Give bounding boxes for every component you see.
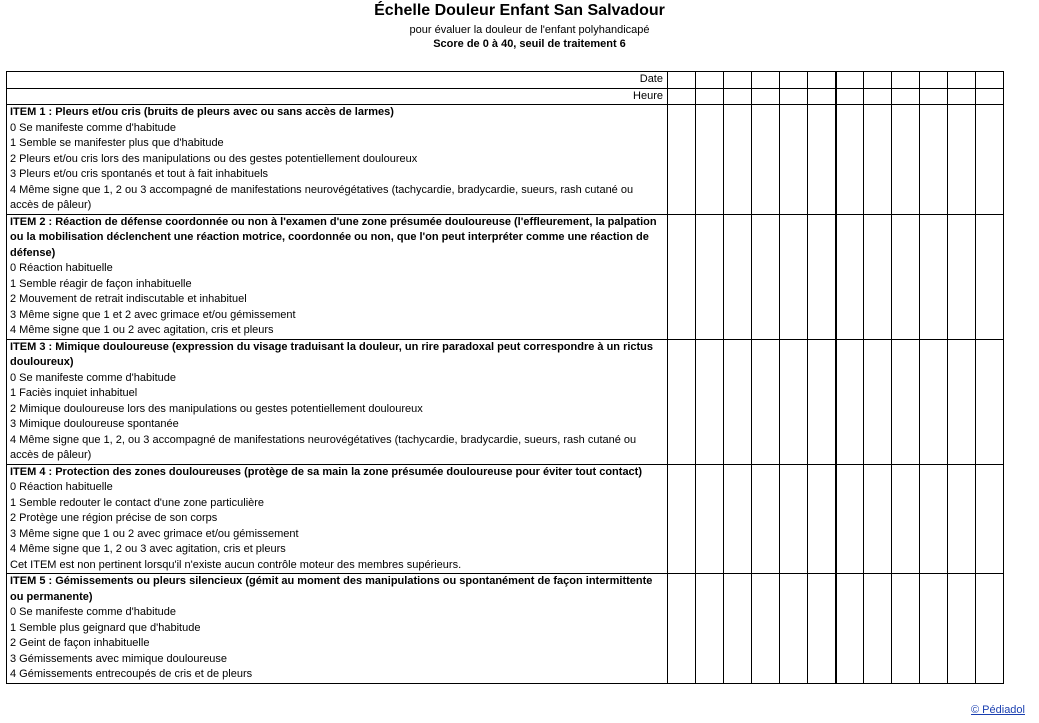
score-cell[interactable] (752, 574, 780, 684)
score-cell[interactable] (892, 574, 920, 684)
score-cell[interactable] (836, 339, 864, 464)
item-row (7, 574, 1004, 684)
item-title: ITEM 2 : Réaction de défense coordonnée ou non à l'examen d'une zone présumée douloureuse (l'effleurement, la palpation ou la mobilisation déclenchent une réaction motrice, coordonnée ou non, que l'on peut interpréter comme une réaction de défense) (10, 215, 657, 259)
score-cell[interactable] (976, 574, 1004, 684)
item-option: 4 Même signe que 1, 2 ou 3 accompagné de manifestations neurovégétatives (tachycardie, bradycardie, sueurs, rash cutané ou accès de pâleur) (10, 183, 634, 211)
item-option: 1 Semble réagir de façon inhabituelle (10, 277, 192, 290)
date-entry-cell[interactable] (836, 72, 864, 89)
item-row (7, 105, 1004, 215)
score-cell[interactable] (724, 339, 752, 464)
item-description (7, 105, 668, 215)
score-cell[interactable] (696, 464, 724, 574)
item-title: ITEM 3 : Mimique douloureuse (expression du visage traduisant la douleur, un rire paradoxal peut correspondre à un rictus douloureux) (10, 340, 654, 368)
score-cell[interactable] (948, 574, 976, 684)
date-entry-cell[interactable] (948, 72, 976, 89)
item-description (7, 464, 668, 574)
score-cell[interactable] (780, 464, 808, 574)
item-option: 3 Gémissements avec mimique douloureuse (10, 652, 228, 665)
score-cell[interactable] (696, 214, 724, 339)
item-description (7, 214, 668, 339)
score-range: Score de 0 à 40, seuil de traitement 6 (433, 38, 626, 50)
score-cell[interactable] (948, 339, 976, 464)
heure-entry-cell[interactable] (836, 88, 864, 105)
item-option: 0 Réaction habituelle (10, 481, 113, 493)
score-cell[interactable] (752, 105, 780, 215)
heure-entry-cell[interactable] (976, 88, 1004, 105)
score-cell[interactable] (864, 464, 892, 574)
score-cell[interactable] (780, 574, 808, 684)
date-entry-cell[interactable] (668, 72, 696, 89)
score-cell[interactable] (808, 464, 836, 574)
score-cell[interactable] (668, 339, 696, 464)
item-row (7, 214, 1004, 339)
score-cell[interactable] (780, 105, 808, 215)
date-entry-cell[interactable] (696, 72, 724, 89)
item-option: 1 Semble se manifester plus que d'habitude (10, 137, 224, 149)
score-cell[interactable] (920, 214, 948, 339)
item-title: ITEM 5 : Gémissements ou pleurs silencieux (gémit au moment des manipulations ou spontanément de façon intermittente ou permanente) (10, 575, 653, 603)
score-cell[interactable] (696, 339, 724, 464)
score-cell[interactable] (752, 339, 780, 464)
date-entry-cell[interactable] (892, 72, 920, 89)
date-label: Date (7, 72, 668, 89)
date-entry-cell[interactable] (780, 72, 808, 89)
score-cell[interactable] (920, 339, 948, 464)
score-cell[interactable] (836, 214, 864, 339)
item-row (7, 464, 1004, 574)
score-cell[interactable] (724, 105, 752, 215)
score-cell[interactable] (864, 214, 892, 339)
item-option: 0 Se manifeste comme d'habitude (10, 606, 176, 618)
item-option: 4 Même signe que 1 ou 2 avec agitation, cris et pleurs (10, 324, 274, 336)
score-cell[interactable] (864, 574, 892, 684)
heure-row (7, 88, 1004, 105)
heure-entry-cell[interactable] (864, 88, 892, 105)
item-description (7, 339, 668, 464)
item-option: 2 Mouvement de retrait indiscutable et inhabituel (10, 293, 247, 305)
score-cell[interactable] (976, 105, 1004, 215)
date-entry-cell[interactable] (920, 72, 948, 89)
date-entry-cell[interactable] (976, 72, 1004, 89)
score-cell[interactable] (948, 105, 976, 215)
score-cell[interactable] (920, 574, 948, 684)
item-option: Cet ITEM est non pertinent lorsqu'il n'existe aucun contrôle moteur des membres supérieurs. (10, 558, 462, 571)
score-cell[interactable] (864, 339, 892, 464)
item-option: 0 Se manifeste comme d'habitude (10, 371, 176, 384)
item-option: 3 Pleurs et/ou cris spontanés et tout à fait inhabituels (10, 168, 269, 180)
score-cell[interactable] (948, 214, 976, 339)
score-cell[interactable] (808, 339, 836, 464)
score-cell[interactable] (780, 214, 808, 339)
score-cell[interactable] (752, 464, 780, 574)
score-cell[interactable] (668, 574, 696, 684)
score-cell[interactable] (892, 339, 920, 464)
heure-entry-cell[interactable] (948, 88, 976, 105)
item-option: 2 Protège une région précise de son corps (10, 512, 218, 524)
score-cell[interactable] (892, 214, 920, 339)
heure-entry-cell[interactable] (920, 88, 948, 105)
item-option: 2 Mimique douloureuse lors des manipulations ou gestes potentiellement douloureux (10, 402, 423, 415)
score-cell[interactable] (808, 214, 836, 339)
score-cell[interactable] (976, 339, 1004, 464)
score-cell[interactable] (696, 105, 724, 215)
heure-entry-cell[interactable] (780, 88, 808, 105)
date-entry-cell[interactable] (864, 72, 892, 89)
item-option: 1 Faciès inquiet inhabituel (10, 387, 138, 399)
score-cell[interactable] (836, 574, 864, 684)
score-cell[interactable] (920, 105, 948, 215)
score-cell[interactable] (864, 105, 892, 215)
item-option: 3 Même signe que 1 et 2 avec grimace et/ou gémissement (10, 308, 296, 321)
heure-entry-cell[interactable] (696, 88, 724, 105)
score-cell[interactable] (920, 464, 948, 574)
date-entry-cell[interactable] (724, 72, 752, 89)
score-cell[interactable] (696, 574, 724, 684)
item-option: 3 Mimique douloureuse spontanée (10, 418, 179, 430)
score-cell[interactable] (668, 464, 696, 574)
score-cell[interactable] (836, 105, 864, 215)
item-option: 0 Se manifeste comme d'habitude (10, 121, 176, 134)
heure-entry-cell[interactable] (724, 88, 752, 105)
score-cell[interactable] (948, 464, 976, 574)
pain-scale-table (6, 71, 1004, 684)
date-row (7, 72, 1004, 89)
score-cell[interactable] (836, 464, 864, 574)
date-entry-cell[interactable] (808, 72, 836, 89)
score-cell[interactable] (808, 105, 836, 215)
document-subtitle: pour évaluer la douleur de l'enfant polyhandicapé (409, 24, 650, 36)
score-cell[interactable] (808, 574, 836, 684)
score-cell[interactable] (668, 105, 696, 215)
heure-entry-cell[interactable] (752, 88, 780, 105)
score-cell[interactable] (724, 574, 752, 684)
heure-entry-cell[interactable] (808, 88, 836, 105)
item-row (7, 339, 1004, 464)
credit-link[interactable]: © Pédiadol (971, 704, 1025, 716)
item-title: ITEM 1 : Pleurs et/ou cris (bruits de pleurs avec ou sans accès de larmes) (10, 106, 394, 118)
item-option: 2 Pleurs et/ou cris lors des manipulations ou des gestes potentiellement douloureux (10, 152, 418, 165)
document-title: Échelle Douleur Enfant San Salvadour (374, 2, 665, 19)
item-title: ITEM 4 : Protection des zones douloureuses (protège de sa main la zone présumée douloureuse pour éviter tout contact) (10, 465, 643, 478)
score-cell[interactable] (668, 214, 696, 339)
score-cell[interactable] (976, 464, 1004, 574)
heure-entry-cell[interactable] (892, 88, 920, 105)
score-cell[interactable] (724, 214, 752, 339)
score-cell[interactable] (976, 214, 1004, 339)
score-cell[interactable] (780, 339, 808, 464)
item-option: 1 Semble redouter le contact d'une zone particulière (10, 496, 265, 509)
item-option: 2 Geint de façon inhabituelle (10, 637, 150, 649)
score-cell[interactable] (892, 464, 920, 574)
score-cell[interactable] (752, 214, 780, 339)
item-description (7, 574, 668, 684)
item-option: 0 Réaction habituelle (10, 262, 113, 274)
score-cell[interactable] (892, 105, 920, 215)
heure-label: Heure (7, 88, 668, 105)
item-option: 1 Semble plus geignard que d'habitude (10, 621, 201, 634)
item-option: 4 Même signe que 1, 2 ou 3 avec agitation, cris et pleurs (10, 543, 286, 555)
date-entry-cell[interactable] (752, 72, 780, 89)
item-option: 3 Même signe que 1 ou 2 avec grimace et/ou gémissement (10, 527, 299, 540)
item-option: 4 Même signe que 1, 2, ou 3 accompagné de manifestations neurovégétatives (tachycardie, bradycardie, sueurs, rash cutané ou accès de pâleur) (10, 433, 637, 461)
item-option: 4 Gémissements entrecoupés de cris et de pleurs (10, 668, 253, 680)
heure-entry-cell[interactable] (668, 88, 696, 105)
score-cell[interactable] (724, 464, 752, 574)
